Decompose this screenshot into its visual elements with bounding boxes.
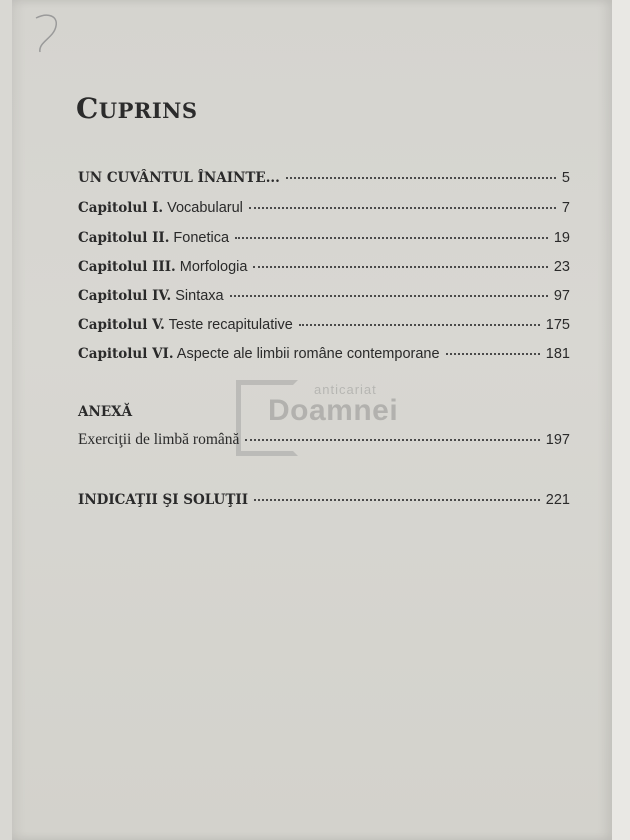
page-edge (612, 0, 630, 840)
toc-entry-chapter-5[interactable] (78, 317, 570, 334)
toc-chapter-number: Capitolul I. (78, 200, 164, 216)
toc-page-number: 23 (553, 259, 570, 275)
toc-page-number: 221 (545, 492, 570, 508)
toc-entry-annex-exercises[interactable] (78, 431, 570, 449)
toc-page-number: 175 (545, 317, 570, 333)
toc-entry-chapter-1[interactable] (78, 200, 570, 217)
toc-entry-label: INDICAŢII ŞI SOLUŢII (78, 492, 249, 508)
toc-entry-label: UN CUVÂNTUL ÎNAINTE... (78, 170, 280, 186)
watermark-small-text: anticariat (314, 382, 377, 397)
toc-page-number: 181 (545, 346, 570, 362)
watermark-big-text: Doamnei (268, 394, 399, 427)
toc-chapter-title: Sintaxa (171, 288, 224, 304)
toc-chapter-title: Aspecte ale limbii române contemporane (173, 346, 440, 362)
title-rest: UPRINS (98, 98, 198, 123)
toc-entry-chapter-6[interactable] (78, 346, 570, 363)
toc-entry-chapter-2[interactable] (78, 230, 570, 247)
toc-page-number: 7 (561, 200, 570, 216)
dot-leader (249, 207, 556, 209)
toc-chapter-number: Capitolul III. (78, 259, 176, 275)
pencil-mark (28, 8, 68, 58)
dot-leader (230, 295, 548, 297)
toc-page-number: 5 (561, 170, 570, 186)
toc-chapter-title: Vocabularul (163, 200, 243, 216)
toc-chapter-number: Capitolul V. (78, 317, 165, 333)
dot-leader (254, 499, 540, 501)
dot-leader (235, 237, 548, 239)
dot-leader (446, 353, 540, 355)
toc-chapter-number: Capitolul II. (78, 230, 170, 246)
toc-entry-label: Exerciţii de limbă română (78, 431, 240, 448)
dot-leader (253, 266, 547, 268)
toc-chapter-title: Teste recapitulative (164, 317, 293, 333)
toc-entry-chapter-3[interactable] (78, 259, 570, 276)
toc-entry-foreword[interactable] (78, 170, 570, 187)
toc-chapter-number: Capitolul IV. (78, 288, 172, 304)
toc-entry-solutions[interactable] (78, 492, 570, 509)
dot-leader (299, 324, 540, 326)
title-first-letter: C (76, 92, 99, 125)
dot-leader (286, 177, 556, 179)
toc-entry-chapter-4[interactable] (78, 288, 570, 305)
toc-page-number: 197 (545, 432, 570, 448)
dot-leader (245, 439, 539, 441)
toc-chapter-number: Capitolul VI. (78, 346, 174, 362)
toc-page-number: 19 (553, 230, 570, 246)
toc-page-number: 97 (553, 288, 570, 304)
toc-chapter-title: Fonetica (169, 230, 230, 246)
annex-heading: ANEXĂ (78, 404, 133, 420)
toc-chapter-title: Morfologia (175, 259, 248, 275)
page-title (76, 92, 198, 125)
